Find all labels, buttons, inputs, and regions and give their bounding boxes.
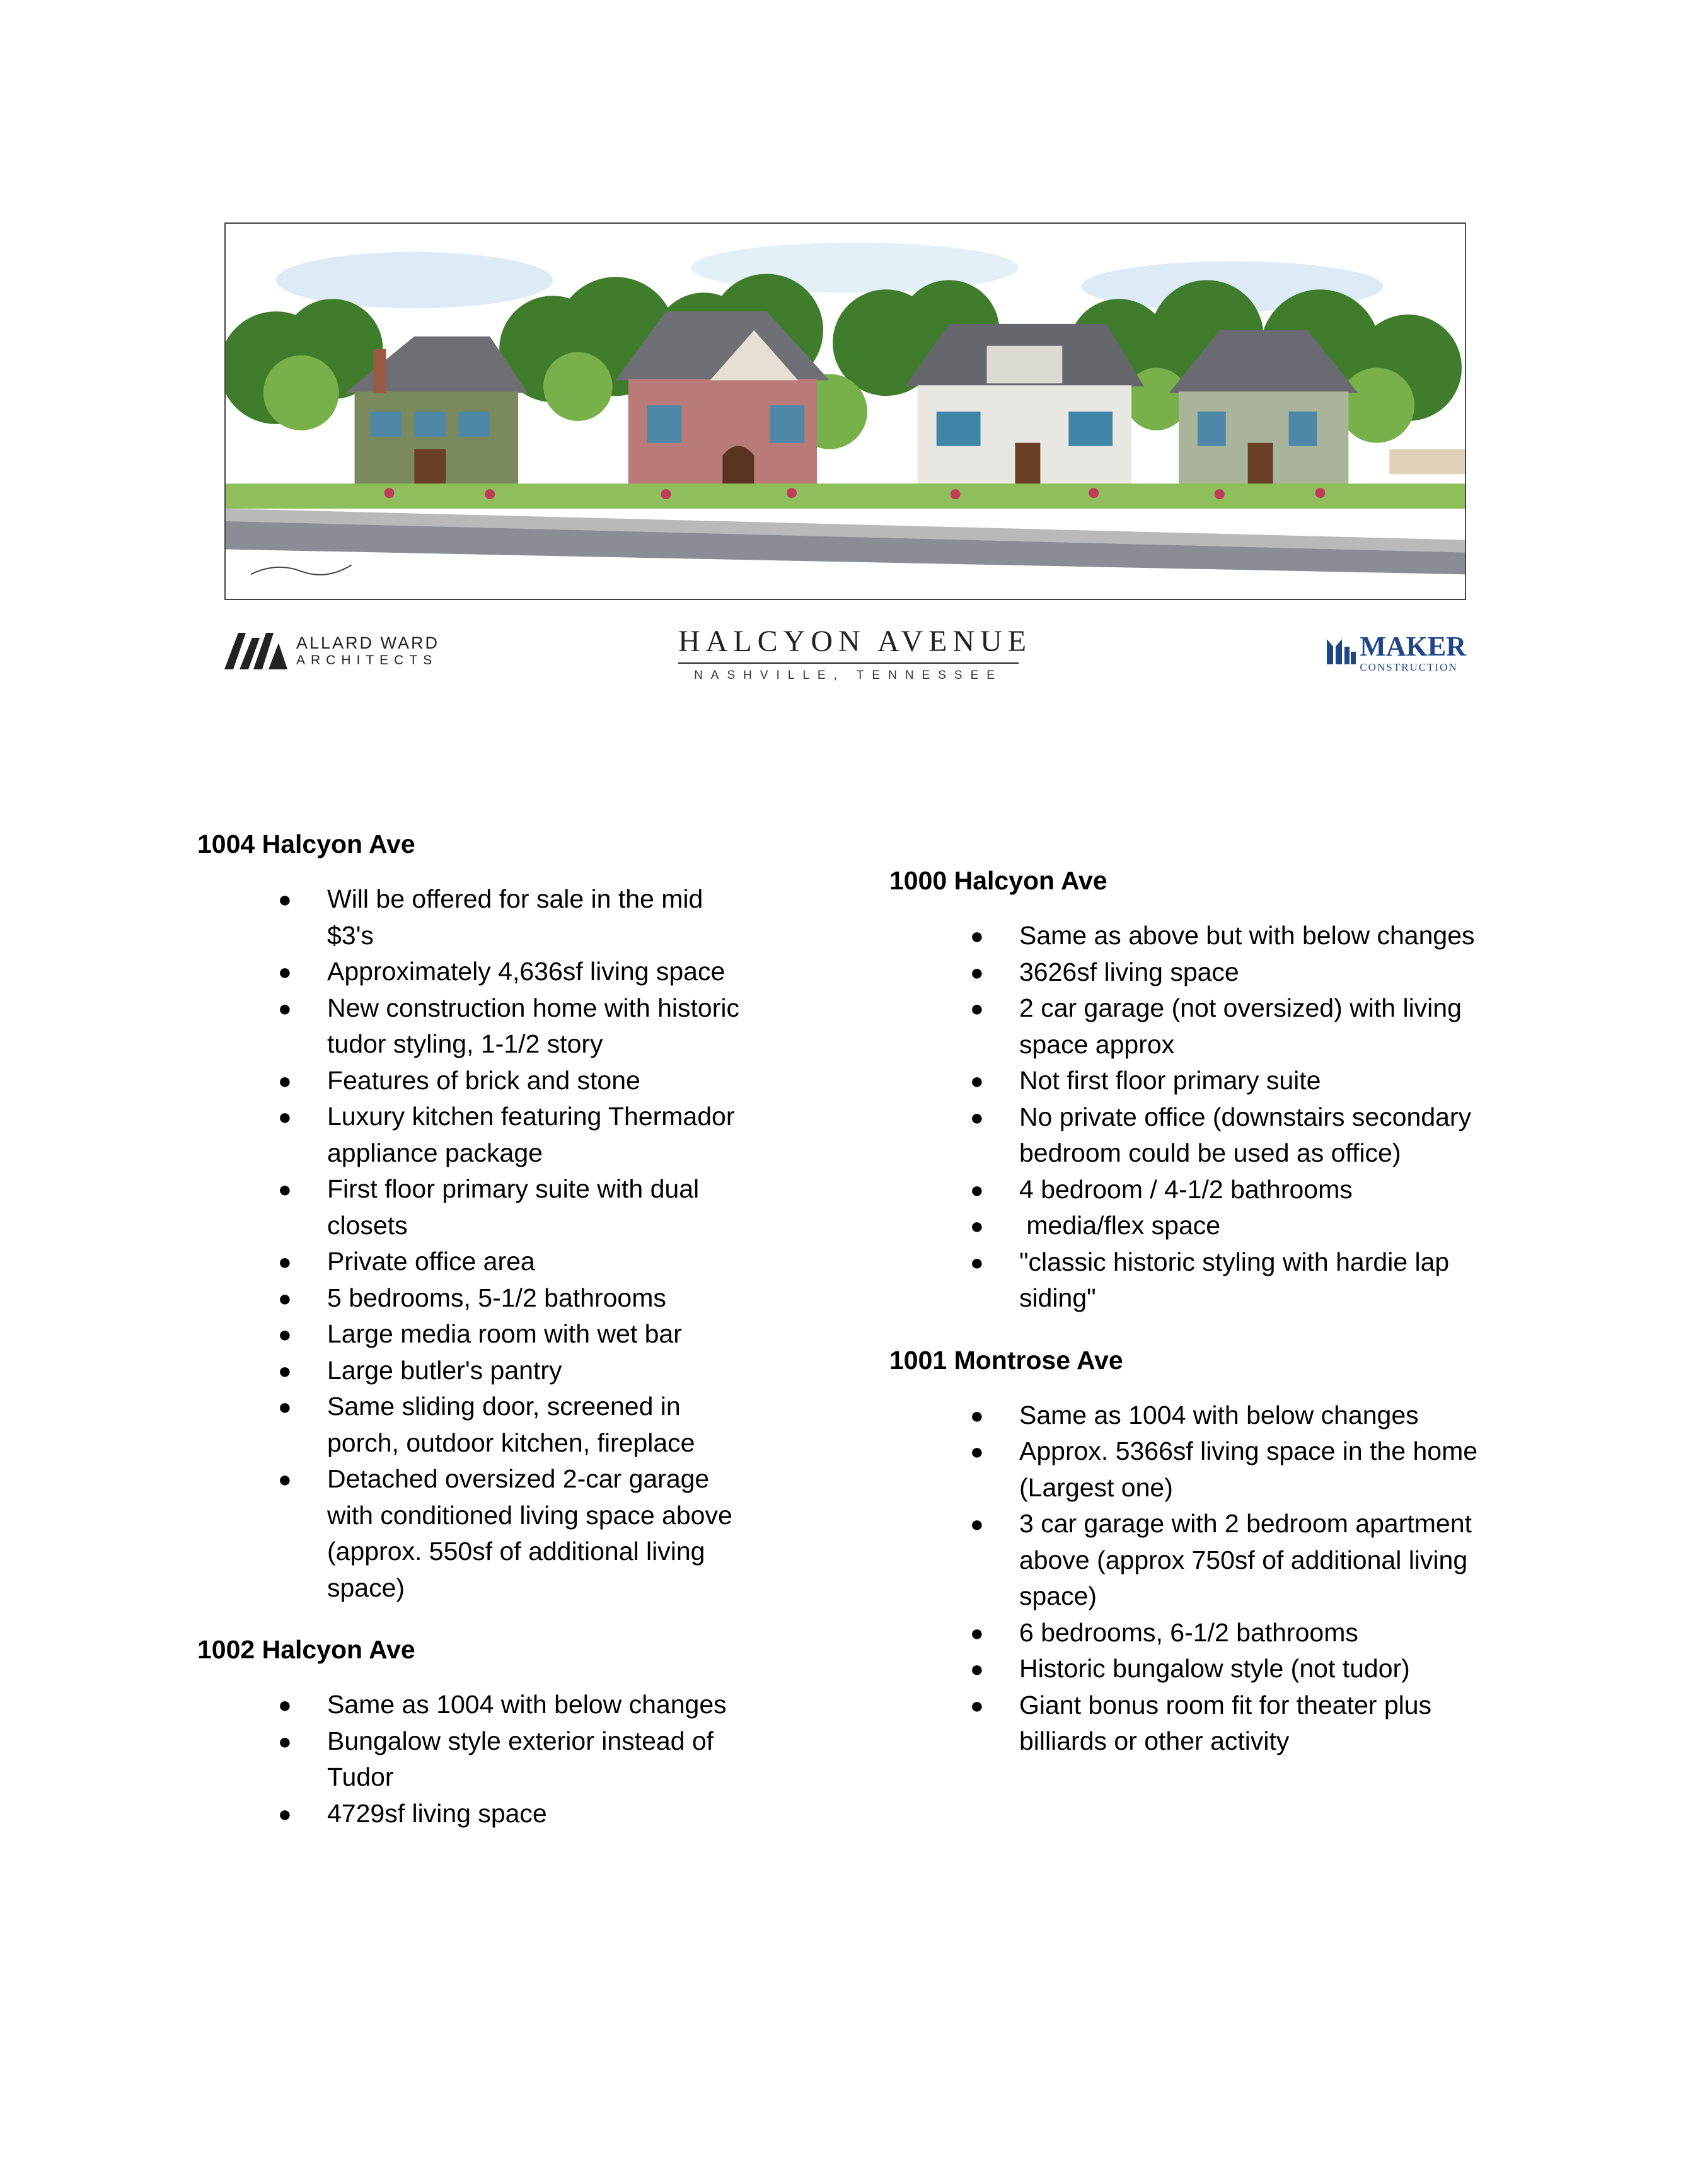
bullet-icon: ●: [970, 1104, 984, 1130]
house-heading: 1000 Halcyon Ave: [889, 866, 1107, 895]
list-item: ● Bungalow style exterior instead of Tudor: [197, 1723, 749, 1796]
list-item: ● Not first floor primary suite: [889, 1063, 1479, 1099]
architect-sub: ARCHITECTS: [296, 653, 438, 668]
feature-list: [197, 1687, 815, 1832]
bullet-icon: ●: [970, 1402, 984, 1428]
brand-row: [224, 624, 1466, 693]
bullet-icon: ●: [278, 1321, 292, 1347]
bullet-icon: ●: [970, 1249, 984, 1275]
bullet-icon: ●: [278, 1249, 292, 1274]
bullet-icon: ●: [278, 1394, 292, 1419]
list-item: ● Same as 1004 with below changes: [197, 1687, 749, 1723]
project-title: HALCYON AVENUE: [678, 624, 1019, 664]
left-column: [197, 826, 815, 1857]
bullet-icon: ●: [278, 886, 292, 912]
list-item: ● Luxury kitchen featuring Thermador appliance package: [197, 1099, 749, 1171]
bullet-icon: ●: [278, 1466, 292, 1492]
list-item: ● 6 bedrooms, 6-1/2 bathrooms: [889, 1615, 1479, 1651]
feature-list: [197, 881, 815, 1606]
allard-ward-logo: [224, 633, 439, 669]
bullet-icon: ●: [278, 1800, 292, 1827]
bullet-icon: ●: [278, 995, 292, 1021]
list-item: ● Detached oversized 2-car garage with conditioned living space above (approx. 550sf of additional living space): [197, 1461, 749, 1606]
bullet-icon: ●: [970, 995, 984, 1021]
right-column: [889, 862, 1507, 1785]
list-item: ● 5 bedrooms, 5-1/2 bathrooms: [197, 1280, 749, 1317]
allard-ward-mark-icon: [224, 633, 287, 669]
bullet-icon: ●: [970, 923, 984, 949]
list-item: ● "classic historic styling with hardie lap siding": [889, 1244, 1479, 1317]
bullet-icon: ●: [278, 1728, 292, 1754]
bullet-icon: ●: [278, 1104, 292, 1130]
house-section-1002: [197, 1631, 815, 1832]
list-item: ● 2 car garage (not oversized) with living space approx: [889, 990, 1479, 1063]
house-row-illustration: [226, 224, 1465, 599]
house-section-1001-montrose: [889, 1342, 1507, 1760]
house-heading: 1001 Montrose Ave: [889, 1345, 1123, 1375]
bullet-icon: ●: [278, 1176, 292, 1202]
builder-name: MAKER: [1360, 631, 1466, 662]
list-item: ● Same sliding door, screened in porch, outdoor kitchen, fireplace: [197, 1389, 749, 1461]
bullet-icon: ●: [278, 1692, 292, 1718]
house-heading: 1004 Halcyon Ave: [197, 829, 415, 858]
bullet-icon: ●: [970, 1213, 984, 1239]
feature-list: [889, 1397, 1507, 1760]
project-location: NASHVILLE, TENNESSEE: [694, 669, 1003, 682]
maker-construction-logo: [1324, 633, 1466, 673]
list-item: ● Approximately 4,636sf living space: [197, 954, 749, 990]
house-heading: 1002 Halcyon Ave: [197, 1635, 415, 1664]
builder-sub: CONSTRUCTION: [1360, 661, 1458, 673]
list-item: ● media/flex space: [889, 1208, 1479, 1244]
bullet-icon: ●: [970, 1176, 984, 1203]
list-item: ● No private office (downstairs secondary bedroom could be used as office): [889, 1099, 1479, 1172]
house-row-rendering: [224, 222, 1466, 600]
list-item: ● 4 bedroom / 4-1/2 bathrooms: [889, 1172, 1479, 1208]
maker-mark-icon: [1324, 633, 1357, 666]
list-item: ● Large butler's pantry: [197, 1353, 749, 1389]
bullet-icon: ●: [278, 959, 292, 985]
list-item: ● 4729sf living space: [197, 1796, 749, 1832]
list-item: ● 3626sf living space: [889, 954, 1479, 991]
bullet-icon: ●: [970, 1692, 984, 1718]
house-section-1004: [197, 826, 815, 1606]
list-item: ● Same as 1004 with below changes: [889, 1397, 1479, 1434]
list-item: ● Giant bonus room fit for theater plus billiards or other activity: [889, 1687, 1479, 1760]
house-section-1000: [889, 862, 1507, 1317]
list-item: ● 3 car garage with 2 bedroom apartment above (approx 750sf of additional living space): [889, 1506, 1479, 1615]
list-item: ● First floor primary suite with dual closets: [197, 1171, 749, 1244]
bullet-icon: ●: [970, 959, 984, 985]
architect-name: ALLARD WARD: [296, 633, 440, 653]
project-logo: [678, 624, 1032, 683]
bullet-icon: ●: [970, 1619, 984, 1646]
bullet-icon: ●: [278, 1285, 292, 1311]
list-item: ● Features of brick and stone: [197, 1063, 749, 1099]
bullet-icon: ●: [278, 1357, 292, 1384]
bullet-icon: ●: [970, 1511, 984, 1537]
list-item: ● Private office area: [197, 1244, 749, 1280]
bullet-icon: ●: [970, 1068, 984, 1094]
bullet-icon: ●: [278, 1067, 292, 1094]
list-item: ● Historic bungalow style (not tudor): [889, 1651, 1479, 1687]
bullet-icon: ●: [970, 1438, 984, 1464]
list-item: ● Approx. 5366sf living space in the home (Largest one): [889, 1433, 1479, 1506]
list-item: ● Same as above but with below changes: [889, 918, 1479, 954]
bullet-icon: ●: [970, 1656, 984, 1682]
list-item: ● Large media room with wet bar: [197, 1316, 749, 1353]
list-item: ● New construction home with historic tudor styling, 1-1/2 story: [197, 990, 749, 1063]
list-item: ● Will be offered for sale in the mid $3's: [197, 881, 749, 954]
feature-list: [889, 918, 1507, 1317]
